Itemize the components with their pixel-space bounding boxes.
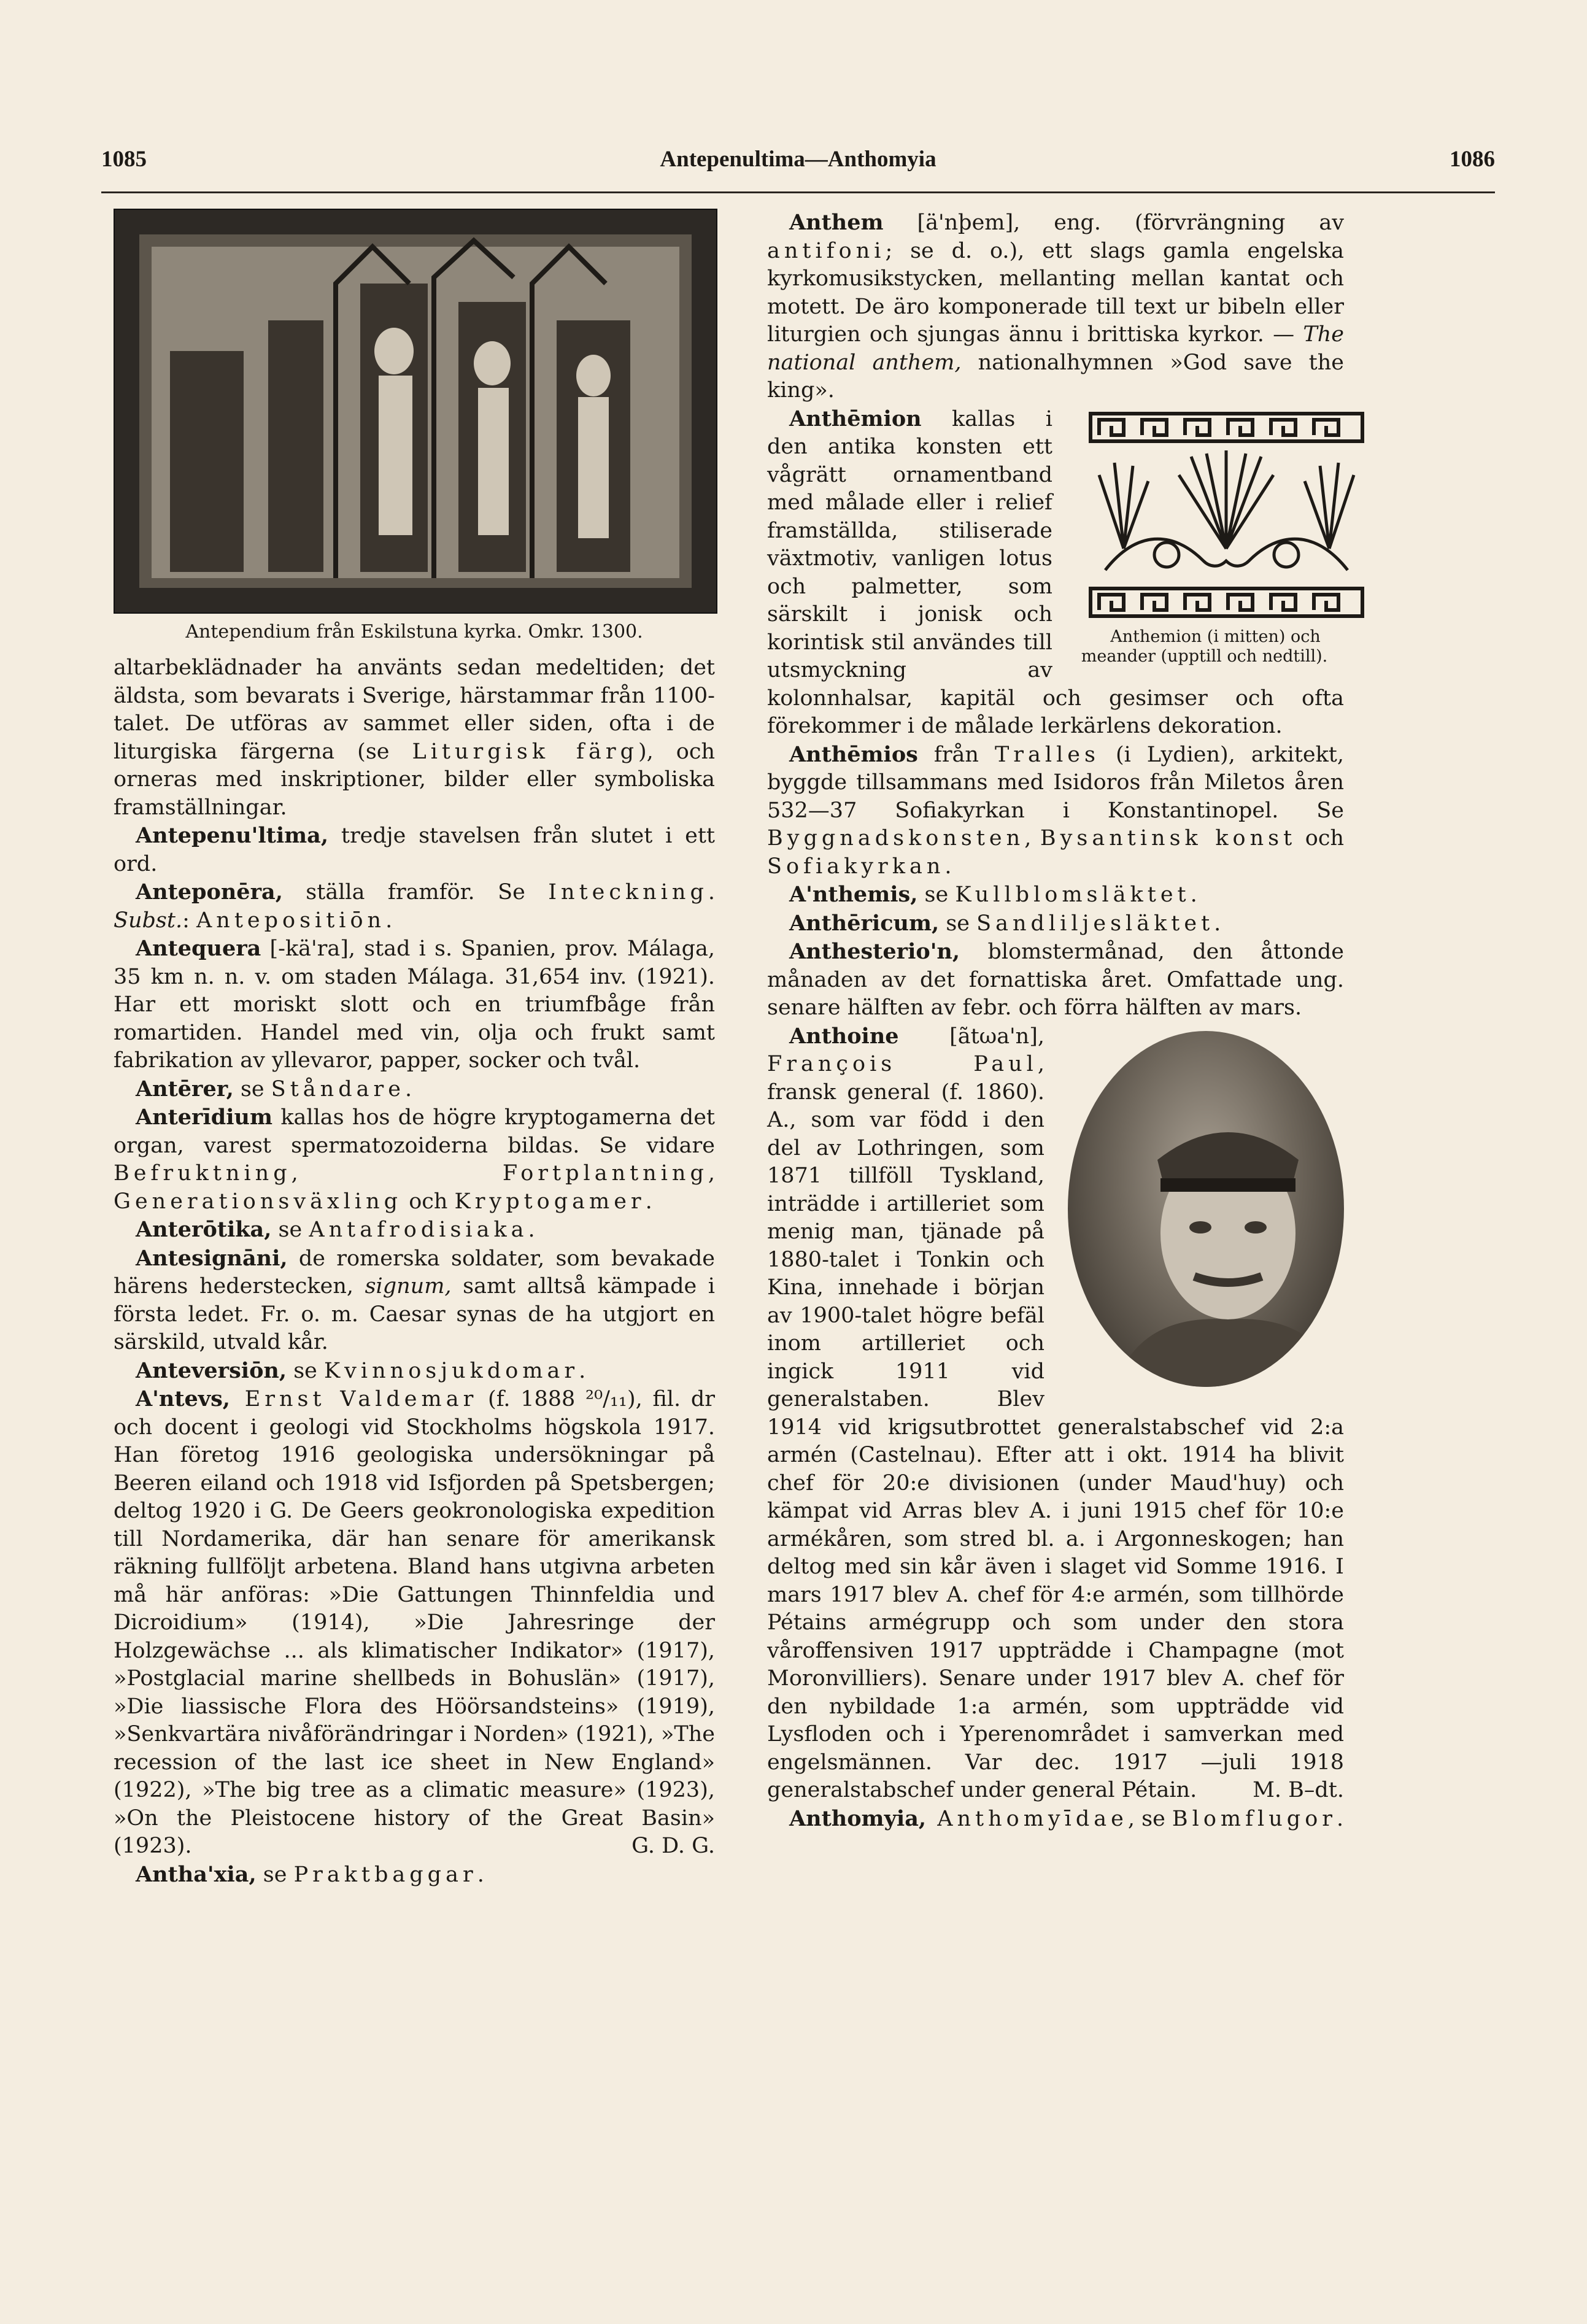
ref-sofiakyrkan[interactable]: Sofiakyrkan [767,854,945,879]
ref-blomflugor[interactable]: Blomflugor [1172,1806,1337,1831]
anthoine-portrait [1056,1031,1344,1399]
entry-body: kallas i den antika konsten ett vågrätt ornamentband med målade eller i relief framställda, stiliserade växtmotiv, vanligen lotus och palmetter, som särskilt i jonisk och korintisk stil användes till utsmyckning av kolonnhalsar, kapitäl och gesimser och ofta förekommer i de målade lerkärlens dekoration. [767,406,1344,738]
ref-antepositon[interactable]: Antepositiōn [196,908,386,933]
ref-generationsvaxling[interactable]: Generationsväxling [114,1189,403,1214]
entry-anthem [767,209,1344,405]
entry-body: se [271,1218,309,1242]
headword: Antesignāni, [136,1245,288,1271]
headword: Anthesterio'n, [789,939,960,964]
entry-body: (i Lydien), arkitekt, byggde tillsammans med Isidoros från Miletos åren 532—37 Sofiakyrkan i Konstantinopel. Se [767,742,1344,823]
headword: Anterīdium [136,1105,273,1130]
ref-kvinnosjukdomar[interactable]: Kvinnosjukdomar [324,1358,579,1383]
place-tralles: Tralles [994,742,1100,767]
entry-anteridium [114,1103,715,1216]
italic-term: signum, [365,1274,452,1299]
ref-bysantinsk-konst[interactable]: Bysantinsk konst [1040,826,1297,851]
entry-body: . [708,880,715,905]
headword: Anthēmion [789,406,922,431]
entry-antepenultima [114,822,715,878]
entry-anthoine [767,1022,1344,1805]
entry-anthericum [767,909,1344,938]
entry-body: , fransk general (f. 1860). A., som var född i den del av Lothringen, som 1871 tillföll Tyskland, inträdde i artilleriet som menig man, tjänade på 1880-talet i Tonkin och Kina, innehade i början av 1900-talet högre befäl inom artilleriet och ingick 1911 vid generalstaben. Blev 1914 vid krigsutbrottet generalstabschef vid 2:a armén (Castelnau). Efter att i okt. 1914 ha blivit chef för 20:e divisionen (under Maud'huy) och kämpat vid Arras blev A. i juni 1915 chef för 10:e armékåren, som stred bl. a. i Argonneskogen; han deltog med sin kår även i slaget vid Somme 1916. I mars 1917 blev A. chef för 4:e armén, som tillhörde Pétains armégrupp och som under den stora våroffensiven 1917 uppträdde i Champagne (mot Moronvilliers). Senare under 1917 blev A. chef för den nybildade 1:a armén, som uppträdde vid Lysfloden och i Yperenområdet i samverkan med engelsmännen. Var dec. 1917 —juli 1918 generalstabschef under general Pétain. [767,1052,1344,1802]
entry-anterer [114,1075,715,1104]
headword: Antepenu'ltima, [136,823,329,848]
anthemion-figure [1065,407,1344,666]
entry-body: . [645,1189,652,1214]
ref-praktbaggar[interactable]: Praktbaggar [293,1862,477,1887]
entry-body: se [287,1358,324,1383]
person-name: François Paul [767,1052,1038,1076]
left-text [114,654,715,1889]
taxon-anthomyidae: Anthomyīdae [926,1806,1128,1831]
entry-body: ; se d. o.), ett slags gamla engelska kyrkomusikstycken, mellanting mellan kantat och motett. De äro komponerade till text ur bibeln eller liturgien och sjungas ännu i brittiska kyrkor. — [767,238,1344,347]
entry-body: , se [1127,1806,1172,1831]
entry-body: nationalhymnen »God save the king». [767,350,1344,403]
author-signature: G. D. G. [631,1834,715,1858]
headword: Anteponēra, [136,879,283,905]
anthemion-ornament [1065,407,1344,622]
ref-antifoni[interactable]: antifoni [767,238,886,263]
entry-anthemion [767,405,1344,741]
entry-body: . [404,1076,412,1102]
headword: Anterōtika, [136,1217,272,1242]
entry-antevs [114,1385,715,1861]
entry-body: se [939,911,977,936]
headword: Anthoine [789,1023,899,1049]
ref-sandliljeslaktet[interactable]: Sandliljesläktet [976,911,1214,936]
antependium-caption: Antependium från Eskilstuna kyrka. Omkr. 1300. [185,621,643,643]
entry-body: . [1337,1806,1344,1831]
entry-body: (f. 1888 ²⁰/₁₁), fil. dr och docent i geologi vid Stockholms högskola 1917. Han företog 1916 geologiska undersökningar på Beeren eiland och 1918 vid Isfjorden på Spetsbergen; deltog 1920 i G. De Geers geokronologiska expedition till Nordamerika, där han senare för amerikansk räkning fullföljt arbetena. Bland hans utgivna arbeten må här anföras: »Die Gattungen Thinnfeldia und Dicroidium» (1914), »Die Jahresringe der Holzgewächse ... als klimatischer Indikator» (1917), »Postglacial marine shellbeds in Bohuslän» (1917), »Die liassische Flora des Höörsandsteins» (1919), »Senkvartära nivåförändringar i Norden» (1921), »The recession of the last ice sheet in New England» (1922), »The big tree as a climatic measure» (1923), »On the Pleistocene history of the Great Basin» (1923). [114,1387,715,1858]
altar-text-end: ), och orneras med inskriptioner, bilder eller symboliska framställningar. [114,739,715,820]
person-name: Ernst Valdemar [230,1387,478,1411]
ref-kryptogamer[interactable]: Kryptogamer [454,1189,646,1214]
headword: Anthēmios [789,741,918,767]
anthemion-caption: Anthemion (i mitten) och meander (upptill och nedtill). [1081,627,1328,666]
right-text [767,209,1344,1833]
headword: Anthēricum, [789,910,940,936]
entry-body: . [944,854,952,879]
page-header [101,146,1495,183]
entry-body: : [182,908,196,933]
entry-anteversion [114,1357,715,1386]
ref-byggnadskonsten[interactable]: Byggnadskonsten [767,826,1025,851]
portrait-oval [1068,1031,1344,1387]
entry-altar-continued [114,654,715,822]
headword: A'nthemis, [789,882,918,907]
entry-anterotika [114,1216,715,1245]
altar-text: altarbeklädnader ha använts sedan medeltiden; det äldsta, som bevarats i Sverige, härstammar från 1100-talet. De utföras av sammet eller siden, ofta i de liturgiska färgerna (se [114,655,715,764]
entry-body: se [917,882,956,907]
headword: Antha'xia, [136,1861,257,1887]
italic-term: The national anthem, [767,322,1344,375]
headword: Antequera [136,936,261,961]
entry-body: . [579,1358,586,1383]
subst-label: Subst. [114,908,183,933]
entry-body: [ãtωa'n], [898,1024,1044,1049]
entry-body: blomstermånad, den åttonde månaden av det fornattiska året. Omfattade ung. senare hälften av febr. och förra hälften av mars. [767,940,1344,1020]
entry-body: tredje stavelsen från slutet i ett ord. [114,824,715,876]
entry-antequera [114,935,715,1075]
entry-body: och [1296,826,1344,851]
headword: A'ntevs, [136,1386,230,1411]
entry-body: . [528,1218,535,1242]
ref-antafrodisiaka[interactable]: Antafrodisiaka [309,1218,528,1242]
entry-body: samt alltså kämpade i första ledet. Fr. o. m. Caesar synas de ha utgjort en särskild, utvald kår. [114,1274,715,1354]
entry-body: . [1214,911,1221,936]
entry-body: se [233,1076,271,1102]
entry-body: , [1024,826,1040,851]
entry-anthemios [767,741,1344,881]
entry-anthesterion [767,938,1344,1022]
entry-body: . [385,908,393,933]
entry-body: från [917,742,995,767]
right-column [767,209,1344,1833]
headword: Antērer, [136,1076,234,1102]
headword: Anteversiōn, [136,1357,287,1383]
left-page-number: 1085 [101,147,147,172]
entry-body: ställa framför. Se [282,880,549,905]
entry-anthaxia [114,1861,715,1890]
author-signature: M. B–dt. [1253,1778,1344,1802]
anthemion-image [1087,407,1366,622]
right-page-number: 1086 [1450,147,1495,172]
entry-body: [-kä'ra], stad i s. Spanien, prov. Málaga, 35 km n. n. v. om staden Málaga. 31,654 inv. (1921). Har ett moriskt slott och en triumfbåge från romartiden. Handel med vin, olja och frukt samt fabrikation av yllevaror, papper, socker och tvål. [114,936,715,1073]
antependium-image [115,210,716,612]
entry-body: och [402,1189,455,1214]
entry-body: . [1190,882,1197,907]
ref-standare[interactable]: Ståndare [271,1076,405,1102]
entry-body: de romerska soldater, som bevakade härens hederstecken, [114,1246,715,1299]
ref-fortplantning[interactable]: Fortplantning [502,1161,708,1186]
headword: Anthomyia, [789,1805,927,1831]
ref-befruktning[interactable]: Befruktning [114,1161,292,1186]
running-title: Antepenultima—Anthomyia [660,147,936,172]
entry-anthemis [767,881,1344,909]
header-rule [101,191,1495,193]
ref-kullblomslaktet[interactable]: Kullblomsläktet [955,882,1191,907]
left-column [114,209,715,1889]
entry-body: . [477,1862,484,1887]
entry-body: [ä'nþem], eng. (förvrängning av [883,210,1344,235]
entry-antesignani [114,1245,715,1357]
ref-inteckning[interactable]: Inteckning [548,880,708,905]
antependium-figure [114,209,717,614]
entry-body: , [708,1161,715,1186]
portrait-image [1090,1031,1344,1387]
headword: Anthem [789,210,884,235]
entry-anthomyia [767,1805,1344,1834]
entry-anteponera [114,878,715,935]
entry-body: se [256,1862,294,1887]
entry-body: , [291,1161,503,1186]
entry-body: kallas hos de högre kryptogamerna det organ, varest spermatozoiderna bildas. Se vidare [114,1105,715,1158]
ref-liturgisk-farg[interactable]: Liturgisk färg [412,739,638,764]
